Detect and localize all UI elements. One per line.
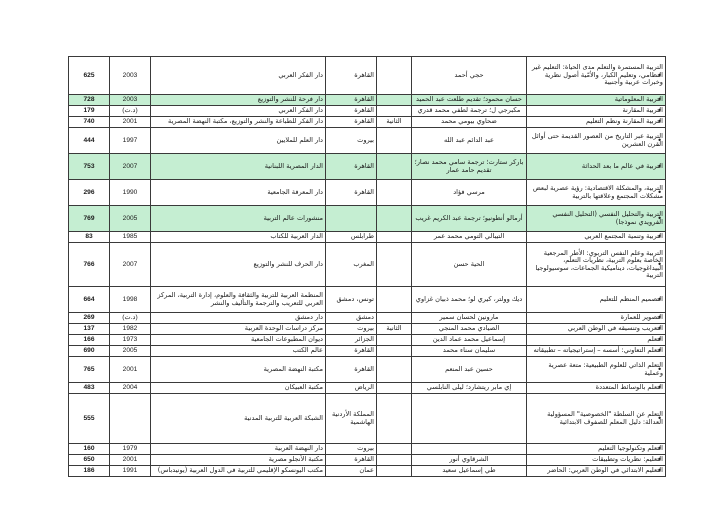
city-cell [326, 206, 377, 232]
pages-cell: 650 [69, 455, 110, 466]
title-cell: التربية المعلوماتية • [527, 95, 666, 106]
author-cell: طي إسماعيل سعيد [412, 466, 527, 477]
author-cell: مرسي فؤاد [412, 180, 527, 206]
author-cell: أرمالو أنطونيو؛ ترجمة عبد الكريم غريب [412, 206, 527, 232]
edition-cell [377, 95, 412, 106]
author-cell: سليمان سناء محمد [412, 346, 527, 357]
year-cell: 2001 [110, 357, 151, 383]
publisher-cell: دار الفكر العربي [151, 106, 326, 117]
publisher-cell: دار المعرفة الجامعية [151, 180, 326, 206]
title-cell: التعليم الابتدائي في الوطن العربي: الحاضر • [527, 466, 666, 477]
table-row [69, 287, 666, 313]
city-cell: القاهرة [326, 117, 377, 128]
author-cell: مارونين لحسان سمير [412, 313, 527, 324]
pages-cell: 765 [69, 357, 110, 383]
pages-cell: 166 [69, 335, 110, 346]
author-cell: ضحاوي بيومي محمد [412, 117, 527, 128]
pages-cell: 555 [69, 394, 110, 444]
table-row [69, 180, 666, 206]
table-row [69, 455, 666, 466]
publisher-cell: مكتبة العبيكان [151, 383, 326, 394]
author-cell: الشرقاوي أنور [412, 455, 527, 466]
edition-cell [377, 287, 412, 313]
edition-cell [377, 243, 412, 287]
pages-cell: 179 [69, 106, 110, 117]
table-row [69, 383, 666, 394]
city-cell: القاهرة [326, 95, 377, 106]
year-cell: 2003 [110, 95, 151, 106]
publisher-cell: المنظمة العربية للتربية والثقافة والعلوم، إدارة التربية، المركز العربي للتعريب والترجمة والتأليف والنشر [151, 287, 326, 313]
year-cell: 2005 [110, 346, 151, 357]
edition-cell [377, 444, 412, 455]
publisher-cell: دار العلم للملايين [151, 128, 326, 154]
author-cell: باركر ستارت؛ ترجمة سامي محمد نصار؛ تقديم حامد عمار [412, 154, 527, 180]
year-cell: 2003 [110, 57, 151, 95]
year-cell: (د.ت) [110, 313, 151, 324]
title-cell: التربية وتنمية المجتمع العربي • [527, 232, 666, 243]
author-cell: حسين عبد المنعم [412, 357, 527, 383]
city-cell: الرياض [326, 383, 377, 394]
publisher-cell: مكتبة النهضة المصرية [151, 357, 326, 383]
year-cell: 2007 [110, 154, 151, 180]
author-cell: إي مابر ريتشارد؛ ليلى النابلسي [412, 383, 527, 394]
year-cell: 2001 [110, 117, 151, 128]
table-row [69, 117, 666, 128]
edition-cell [377, 106, 412, 117]
edition-cell [377, 232, 412, 243]
city-cell: القاهرة [326, 154, 377, 180]
table-row [69, 243, 666, 287]
title-cell: التعلم الذاتي للعلوم الطبيعية: متعة عصرية وعملية • [527, 357, 666, 383]
edition-cell [377, 466, 412, 477]
edition-cell [377, 128, 412, 154]
table-row [69, 154, 666, 180]
publisher-cell: دار الحرف للنشر والتوزيع [151, 243, 326, 287]
edition-cell [377, 154, 412, 180]
year-cell: 2001 [110, 455, 151, 466]
title-cell: التربية المستمرة والتعلم مدى الحياة: التعليم غير النظامي، وتعليم الكبار، والأمّية أصول نظرية وخبرات عربية وأجنبية • [527, 57, 666, 95]
city-cell: القاهرة [326, 57, 377, 95]
pages-cell: 766 [69, 243, 110, 287]
pages-cell: 753 [69, 154, 110, 180]
table-row [69, 394, 666, 444]
table-row [69, 206, 666, 232]
title-cell: التعلم التعاوني: أسسه – إستراتيجياته – تطبيقاته • [527, 346, 666, 357]
publisher-cell: مكتب اليونسكو الإقليمي للتربية في الدول العربية (يونيدباس) [151, 466, 326, 477]
city-cell: تونس، دمشق [326, 287, 377, 313]
city-cell: عمان [326, 466, 377, 477]
year-cell: 2004 [110, 383, 151, 394]
pages-cell: 483 [69, 383, 110, 394]
author-cell: الصيادي محمد المنجي [412, 324, 527, 335]
publisher-cell: منشورات عالم التربية [151, 206, 326, 232]
table-row [69, 357, 666, 383]
author-cell [412, 444, 527, 455]
author-cell: حسان محمود؛ تقديم طلعت عبد الحميد [412, 95, 527, 106]
table-row [69, 128, 666, 154]
pages-cell: 740 [69, 117, 110, 128]
title-cell: التربية وعلم النفس التربوي: الأطر المرجعية الخاصة بعلوم التربية، نظريات التعلم، البيداغوجيات، ديناميكية الجماعات، سوسيولوجيا التربية • [527, 243, 666, 287]
edition-cell [377, 206, 412, 232]
title-cell: التربية، والمشكلة الاقتصادية: رؤية عصرية لبعض مشكلات المجتمع وعلاقتها بالتربية • [527, 180, 666, 206]
edition-cell [377, 57, 412, 95]
year-cell: 2007 [110, 243, 151, 287]
title-cell: التعليم: نظريات وتطبيقات • [527, 455, 666, 466]
table-row [69, 466, 666, 477]
city-cell: المغرب [326, 243, 377, 287]
pages-cell: 444 [69, 128, 110, 154]
table-row [69, 313, 666, 324]
edition-cell [377, 455, 412, 466]
edition-cell [377, 346, 412, 357]
city-cell: الجزائر [326, 335, 377, 346]
edition-cell [377, 313, 412, 324]
author-cell: عبد الدائم عبد الله [412, 128, 527, 154]
city-cell: بيروت [326, 444, 377, 455]
title-cell: التربية المقارنة • [527, 106, 666, 117]
edition-cell [377, 383, 412, 394]
publisher-cell: مكتبة الأنجلو مصرية [151, 455, 326, 466]
title-cell: التعلم وتكنولوجيا التعليم • [527, 444, 666, 455]
title-cell: التعلم عن السلطة "الخصوصية" المسؤولية العدالة: دليل المعلم للصفوف الابتدائية • [527, 394, 666, 444]
edition-cell [377, 357, 412, 383]
author-cell: الحية حسن [412, 243, 527, 287]
pages-cell: 137 [69, 324, 110, 335]
edition-cell: الثانية [377, 117, 412, 128]
title-cell: التصوير للعمارة • [527, 313, 666, 324]
table-row [69, 106, 666, 117]
year-cell: (د.ت) [110, 106, 151, 117]
publisher-cell: عالم الكتب [151, 346, 326, 357]
city-cell: المملكة الأردنية الهاشمية [326, 394, 377, 444]
year-cell: 1982 [110, 324, 151, 335]
title-cell: التعلم بالوسائط المتعددة • [527, 383, 666, 394]
table-row [69, 444, 666, 455]
table-row [69, 335, 666, 346]
title-cell: التربية في عالم ما بعد الحداثة • [527, 154, 666, 180]
bibliography-table [68, 56, 666, 477]
table-row [69, 95, 666, 106]
publisher-cell: دار الفكر للطباعة والنشر والتوزيع، مكتبة النهضة المصرية [151, 117, 326, 128]
pages-cell: 160 [69, 444, 110, 455]
author-cell: ديك وولتر، كيري لو؛ محمد ذبيان غزاوي [412, 287, 527, 313]
city-cell: دمشق [326, 313, 377, 324]
pages-cell: 296 [69, 180, 110, 206]
publisher-cell: ديوان المطبوعات الجامعية [151, 335, 326, 346]
year-cell [110, 394, 151, 444]
year-cell: 1973 [110, 335, 151, 346]
publisher-cell: دار النهضة العربية [151, 444, 326, 455]
publisher-cell: دار فرحة للنشر والتوزيع [151, 95, 326, 106]
pages-cell: 625 [69, 57, 110, 95]
publisher-cell: مركز دراسات الوحدة العربية [151, 324, 326, 335]
edition-cell [377, 394, 412, 444]
city-cell: القاهرة [326, 106, 377, 117]
author-cell: حجي أحمد [412, 57, 527, 95]
publisher-cell: دار دمشق [151, 313, 326, 324]
pages-cell: 83 [69, 232, 110, 243]
author-cell: مكبرجي ل؛ ترجمة لطفي محمد قدري [412, 106, 527, 117]
table-row [69, 324, 666, 335]
year-cell: 1998 [110, 287, 151, 313]
author-cell: التيبالي التومي محمد عمر [412, 232, 527, 243]
edition-cell [377, 180, 412, 206]
city-cell: القاهرة [326, 180, 377, 206]
title-cell: التعريب وتنسيقه في الوطن العربي • [527, 324, 666, 335]
pages-cell: 269 [69, 313, 110, 324]
title-cell: التصميم المنظم للتعليم • [527, 287, 666, 313]
table-row [69, 232, 666, 243]
year-cell: 2005 [110, 206, 151, 232]
year-cell: 1979 [110, 444, 151, 455]
pages-cell: 728 [69, 95, 110, 106]
author-cell: إسماعيل محمد عماد الدين [412, 335, 527, 346]
title-cell: التربية عبر التاريخ من العصور القديمة حتى أوائل القرن العشرين • [527, 128, 666, 154]
publisher-cell: الشبكة العربية للتربية المدنية [151, 394, 326, 444]
city-cell: بيروت [326, 128, 377, 154]
edition-cell: الثانية [377, 324, 412, 335]
year-cell: 1997 [110, 128, 151, 154]
table-row [69, 346, 666, 357]
edition-cell [377, 335, 412, 346]
city-cell: بيروت [326, 324, 377, 335]
title-cell: التربية والتحليل النفسي (التحليل النفسي الفرويدي نموذجا) • [527, 206, 666, 232]
publisher-cell: الدار العربية للكتاب [151, 232, 326, 243]
title-cell: التعلم • [527, 335, 666, 346]
publisher-cell: الدار المصرية اللبنانية [151, 154, 326, 180]
year-cell: 1991 [110, 466, 151, 477]
title-cell: التربية المقارنة ونظم التعليم • [527, 117, 666, 128]
pages-cell: 664 [69, 287, 110, 313]
city-cell: القاهرة [326, 455, 377, 466]
city-cell: طرابلس [326, 232, 377, 243]
city-cell: القاهرة [326, 357, 377, 383]
author-cell [412, 394, 527, 444]
year-cell: 1985 [110, 232, 151, 243]
publisher-cell: دار الفكر العربي [151, 57, 326, 95]
pages-cell: 690 [69, 346, 110, 357]
table-row [69, 57, 666, 95]
city-cell: القاهرة [326, 346, 377, 357]
pages-cell: 769 [69, 206, 110, 232]
pages-cell: 186 [69, 466, 110, 477]
year-cell: 1990 [110, 180, 151, 206]
